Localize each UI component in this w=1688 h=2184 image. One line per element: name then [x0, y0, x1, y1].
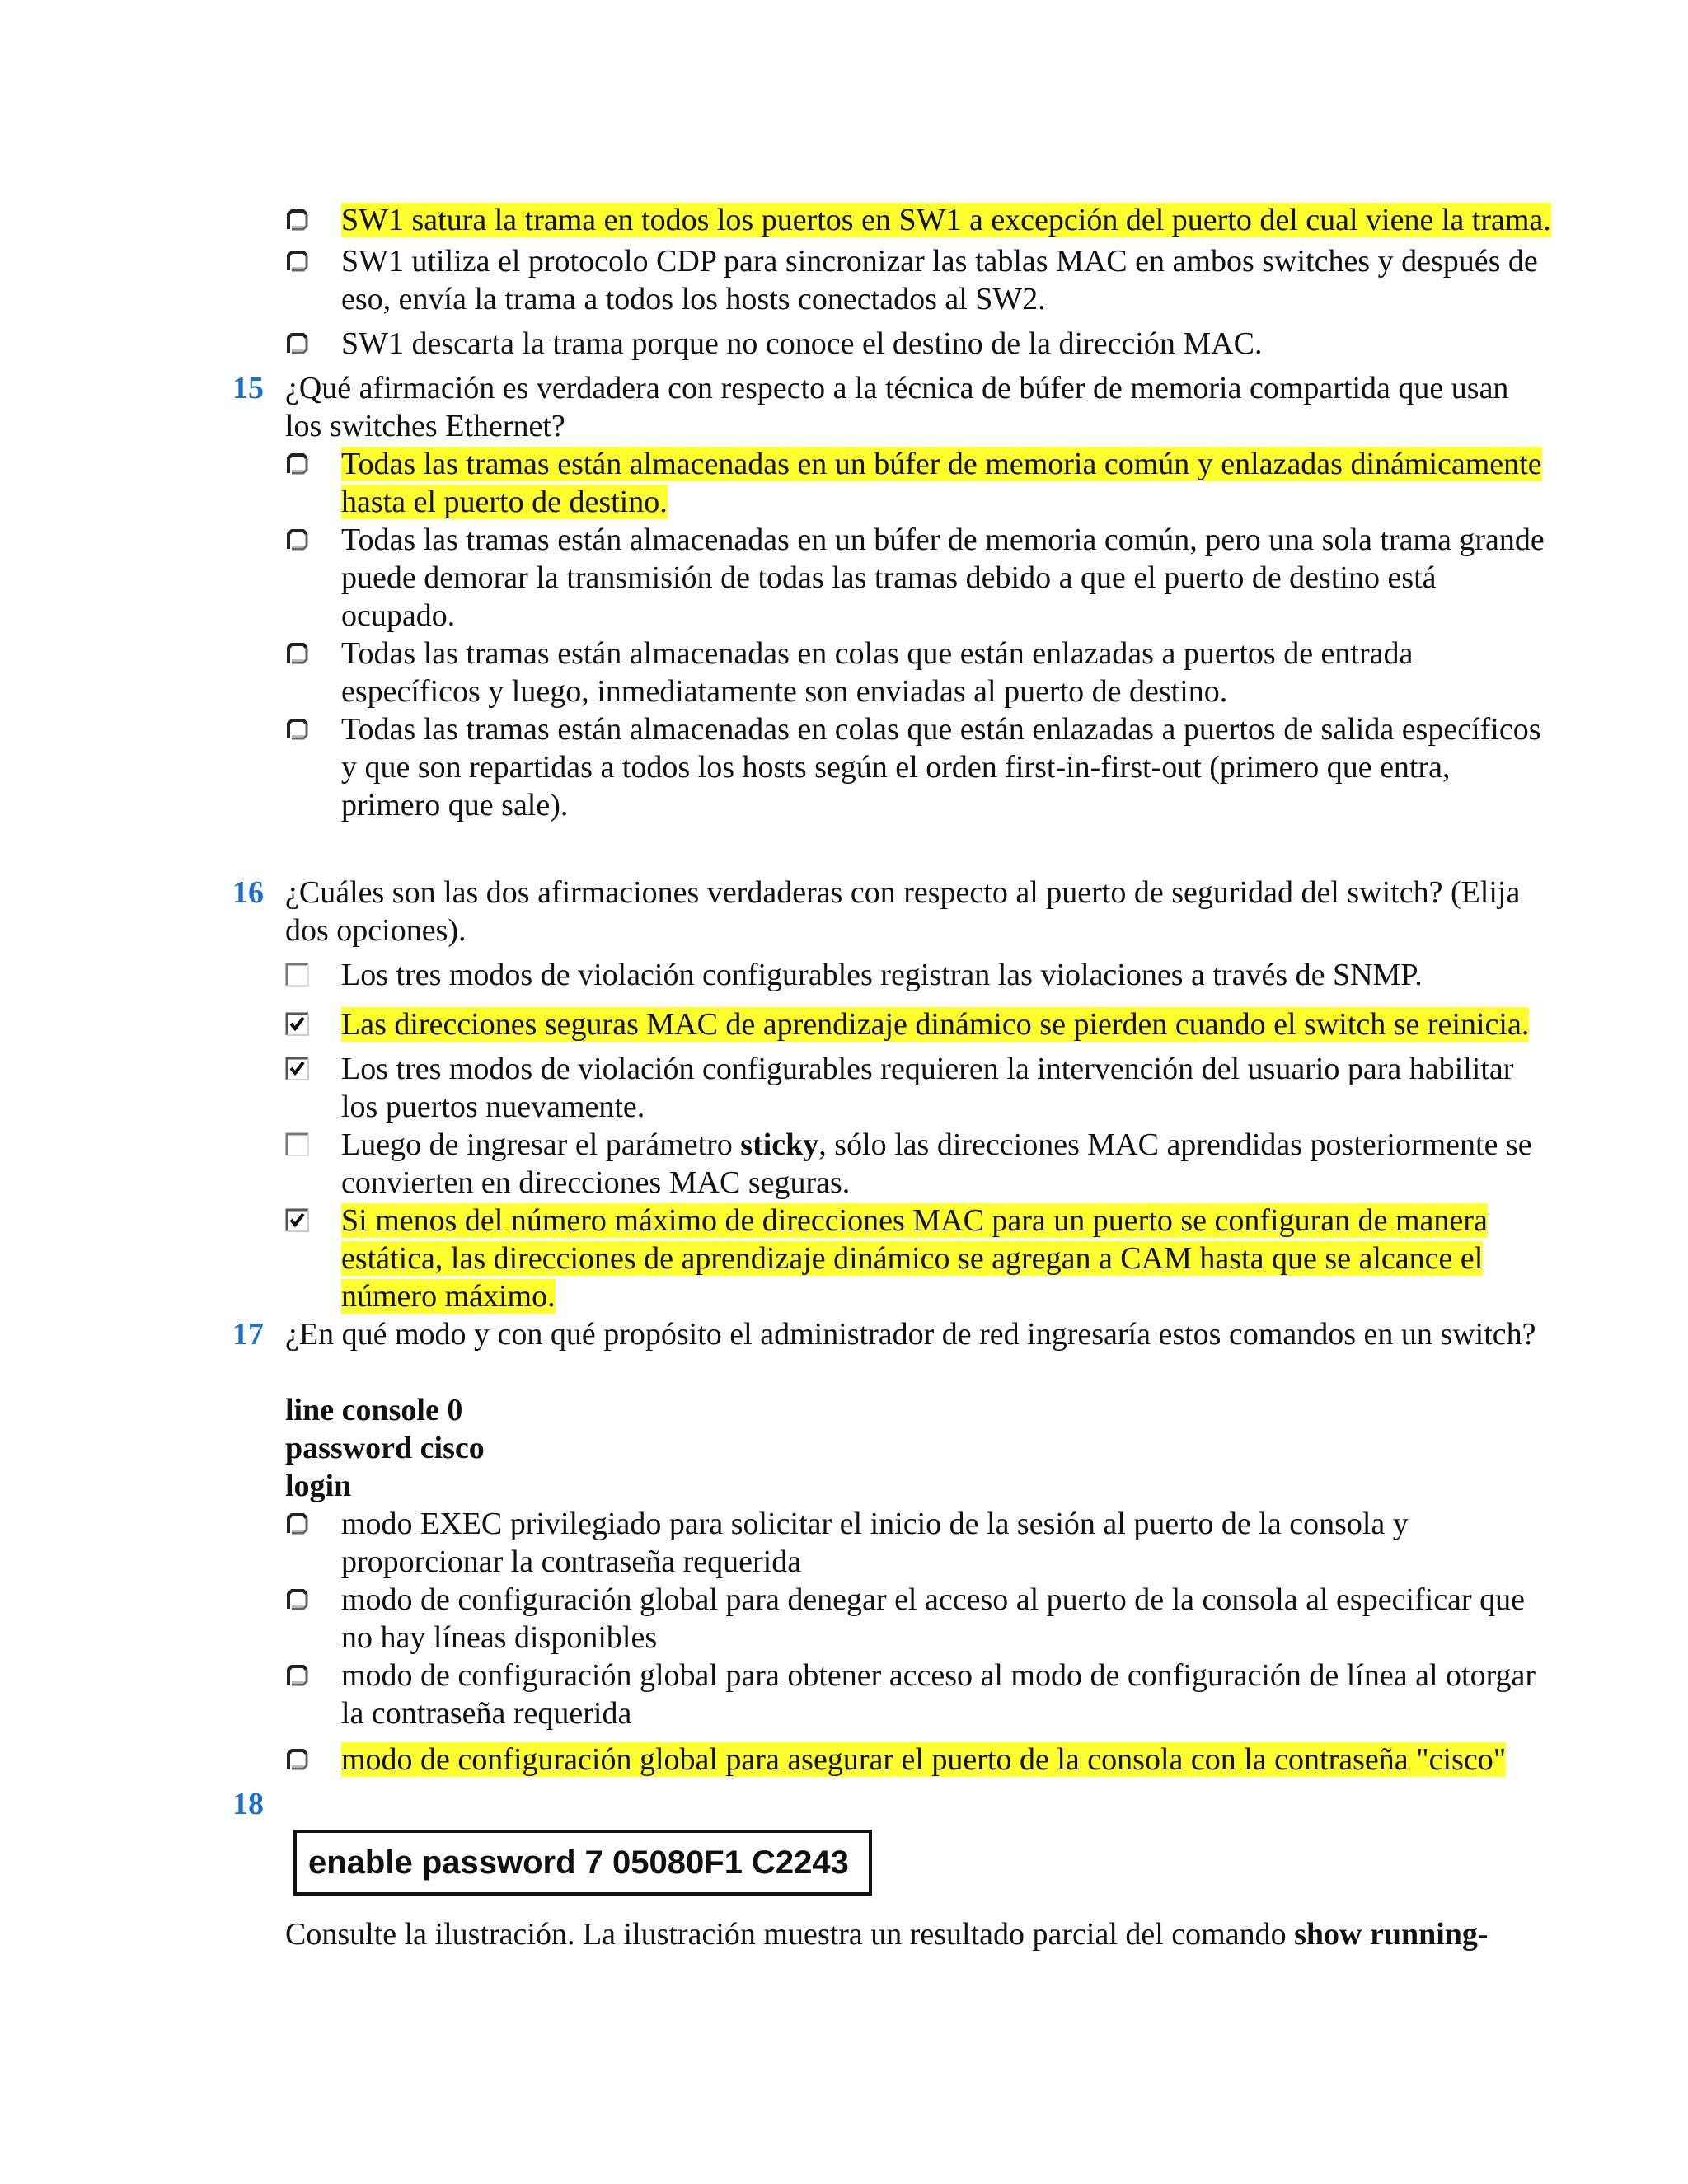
option-text: SW1 descarta la trama porque no conoce el destino de la dirección MAC.: [341, 326, 1263, 361]
checkbox-unchecked-icon[interactable]: [285, 963, 310, 987]
option-text: Si menos del número máximo de direcciones MAC para un puerto se configuran de manera estática, las direcciones de aprendizaje dinámico se agregan a CAM hasta que se alcance el número máximo.: [341, 1203, 1488, 1314]
question-number: 17: [232, 1317, 264, 1352]
option-text: Todas las tramas están almacenadas en un búfer de memoria común y enlazadas dinámicamente hasta el puerto de destino.: [341, 447, 1542, 519]
checkbox-checked-icon[interactable]: [285, 1057, 310, 1081]
radio-icon[interactable]: [285, 641, 310, 666]
question-stem: ¿Qué afirmación es verdadera con respecto a la técnica de búfer de memoria compartida que usan los switches Ethernet?: [285, 371, 1509, 443]
checkbox-unchecked-icon[interactable]: [285, 1132, 310, 1157]
checkbox-checked-icon[interactable]: [285, 1012, 310, 1037]
question-stem: ¿Cuáles son las dos afirmaciones verdaderas con respecto al puerto de seguridad del switch? (Elija dos opciones).: [285, 875, 1521, 948]
radio-icon[interactable]: [285, 717, 310, 742]
question-stem: Consulte la ilustración. La ilustración muestra un resultado parcial del comando show running-: [285, 1917, 1489, 1952]
exhibit-box: enable password 7 05080F1 C2243: [293, 1830, 872, 1896]
question-number: 15: [232, 371, 264, 405]
option-text: Todas las tramas están almacenadas en un búfer de memoria común, pero una sola trama grande puede demorar la transmisión de todas las tramas debido a que el puerto de destino está ocupado.: [341, 523, 1545, 633]
code-line: password cisco: [285, 1431, 485, 1465]
option-text: modo de configuración global para denegar el acceso al puerto de la consola al especificar que no hay líneas disponibles: [341, 1582, 1525, 1655]
radio-icon[interactable]: [285, 249, 310, 274]
option-text: modo de configuración global para asegurar el puerto de la consola con la contraseña "cisco": [341, 1742, 1507, 1777]
option-text: SW1 satura la trama en todos los puertos en SW1 a excepción del puerto del cual viene la trama.: [341, 203, 1551, 237]
checkbox-checked-icon[interactable]: [285, 1208, 310, 1233]
radio-icon[interactable]: [285, 527, 310, 552]
option-text: Las direcciones seguras MAC de aprendizaje dinámico se pierden cuando el switch se reinicia.: [341, 1007, 1530, 1042]
option-text: SW1 utiliza el protocolo CDP para sincronizar las tablas MAC en ambos switches y después de eso, envía la trama a todos los hosts conectados al SW2.: [341, 244, 1538, 316]
option-text: modo de configuración global para obtener acceso al modo de configuración de línea al otorgar la contraseña requerida: [341, 1658, 1536, 1731]
question-stem: ¿En qué modo y con qué propósito el administrador de red ingresaría estos comandos en un switch?: [285, 1317, 1536, 1352]
radio-icon[interactable]: [285, 452, 310, 476]
option-text: Todas las tramas están almacenadas en colas que están enlazadas a puertos de entrada específicos y luego, inmediatamente son enviadas al puerto de destino.: [341, 636, 1414, 709]
option-text: Los tres modos de violación configurables requieren la intervención del usuario para habilitar los puertos nuevamente.: [341, 1052, 1514, 1124]
code-line: login: [285, 1469, 352, 1503]
radio-icon[interactable]: [285, 331, 310, 356]
option-text: Luego de ingresar el parámetro sticky, sólo las direcciones MAC aprendidas posteriormente se convierten en direcciones MAC seguras.: [341, 1127, 1532, 1200]
question-number: 16: [232, 875, 264, 910]
radio-icon[interactable]: [285, 1663, 310, 1688]
option-text: modo EXEC privilegiado para solicitar el inicio de la sesión al puerto de la consola y proporcionar la contraseña requerida: [341, 1507, 1409, 1579]
option-text: Todas las tramas están almacenadas en colas que están enlazadas a puertos de salida específicos y que son repartidas a todos los hosts según el orden first-in-first-out (primero que entra, primero que sale).: [341, 712, 1541, 823]
radio-icon[interactable]: [285, 1587, 310, 1612]
radio-icon[interactable]: [285, 1511, 310, 1536]
radio-icon[interactable]: [285, 1747, 310, 1772]
radio-icon[interactable]: [285, 208, 310, 232]
option-text: Los tres modos de violación configurables registran las violaciones a través de SNMP.: [341, 958, 1423, 992]
question-number: 18: [232, 1787, 264, 1821]
code-line: line console 0: [285, 1393, 463, 1427]
